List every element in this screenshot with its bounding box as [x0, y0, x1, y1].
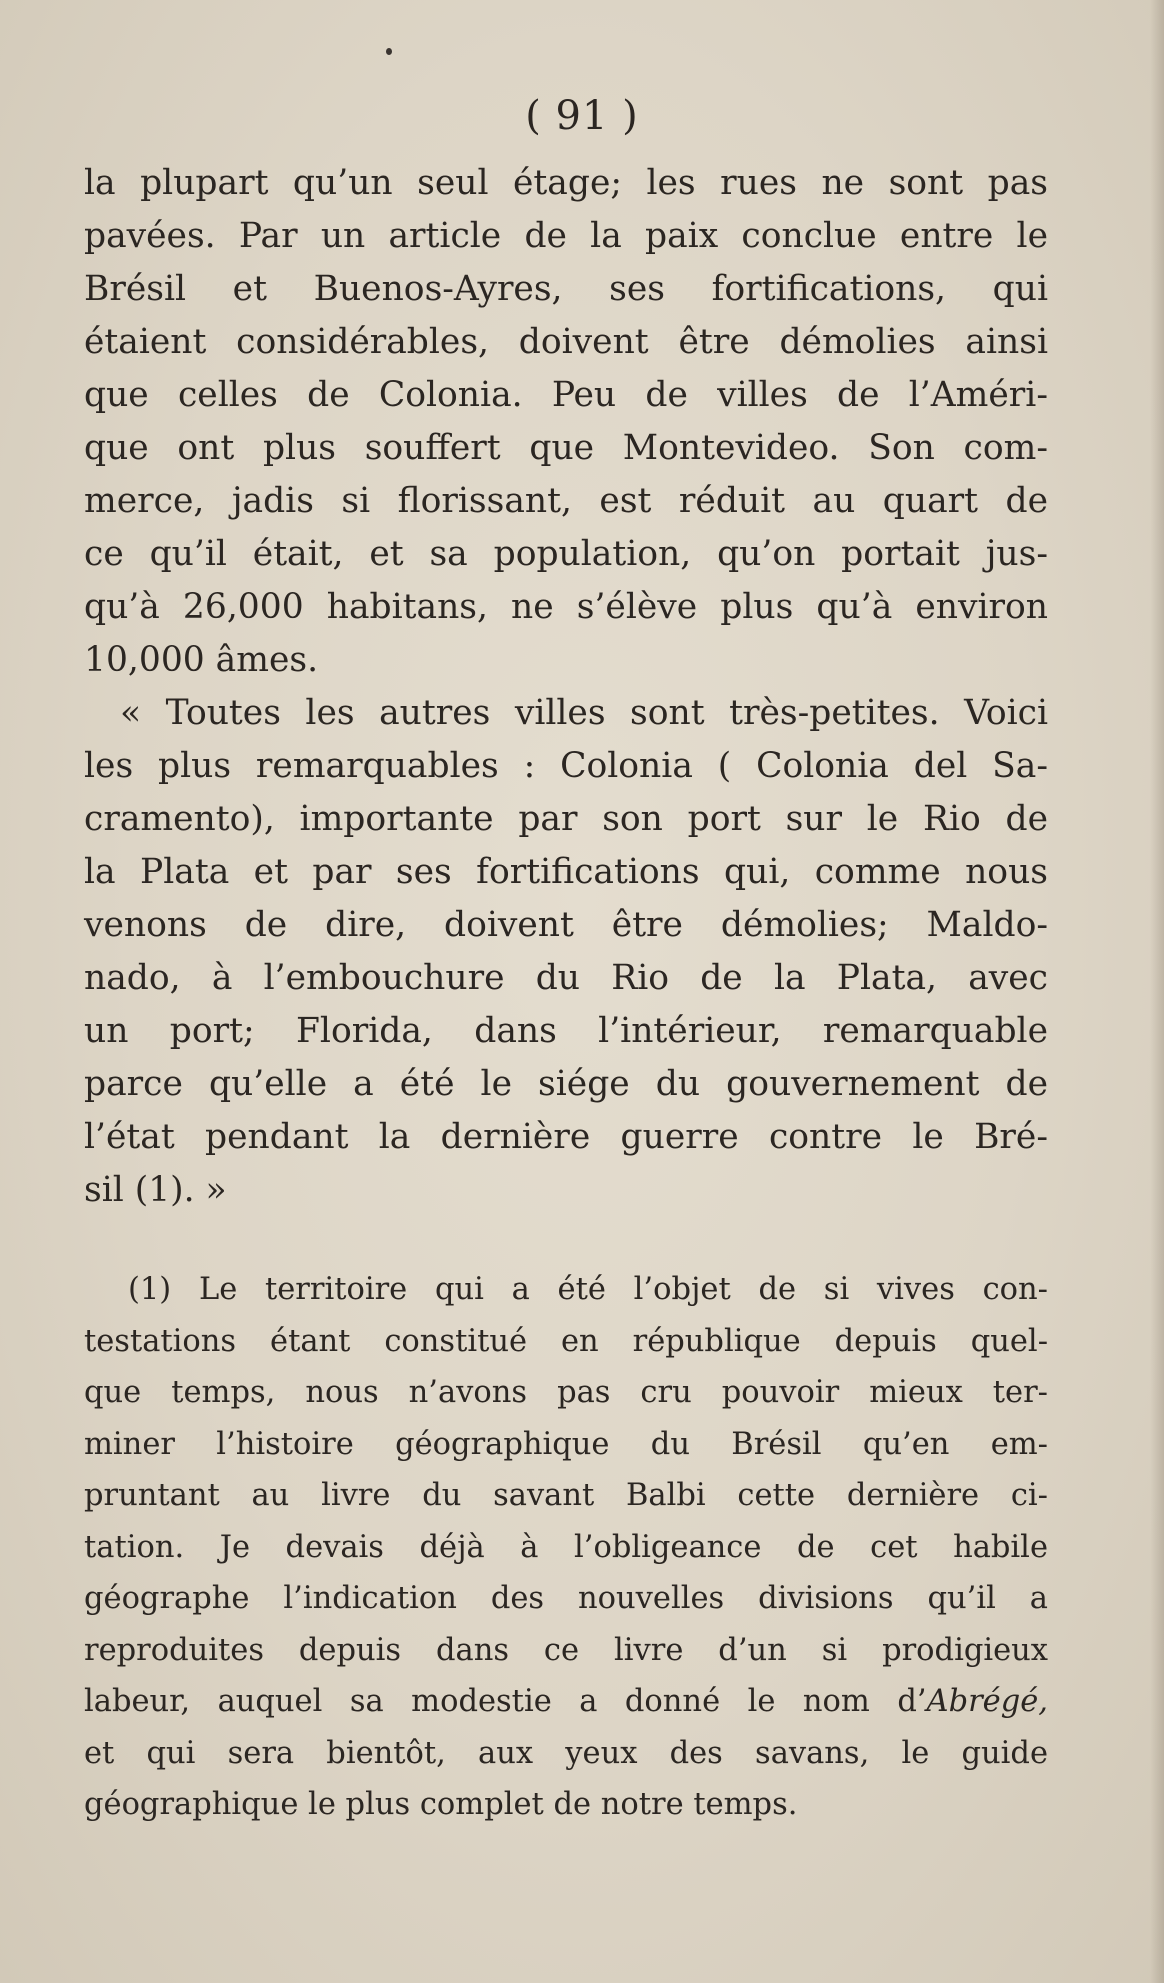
footnote-line: reproduites depuis dans ce livre d’un si prodigieux: [84, 1632, 1048, 1668]
footnote-line: miner l’histoire géographique du Brésil qu’en em-: [84, 1426, 1048, 1462]
ink-speck: [386, 48, 392, 55]
text-line: « Toutes les autres villes sont très-petites. Voici: [120, 693, 1048, 733]
footnote-line: géographe l’indication des nouvelles divisions qu’il a: [84, 1581, 1048, 1616]
text-line: la plupart qu’un seul étage; les rues ne sont pas: [84, 163, 1048, 203]
footnote-line-text: labeur, auquel sa modestie a donné le nom d’: [84, 1684, 927, 1719]
italic-title: Abrégé,: [926, 1684, 1048, 1719]
page-number: ( 91 ): [525, 93, 639, 139]
text-line: merce, jadis si florissant, est réduit au quart de: [84, 481, 1048, 521]
footnote-line: tation. Je devais déjà à l’obligeance de cet habile: [84, 1529, 1048, 1565]
footnote-line: géographique le plus complet de notre temps.: [84, 1787, 798, 1822]
text-line: un port; Florida, dans l’intérieur, remarquable: [84, 1011, 1048, 1051]
text-line: l’état pendant la dernière guerre contre le Bré-: [84, 1117, 1048, 1157]
text-line: nado, à l’embouchure du Rio de la Plata, avec: [84, 958, 1048, 998]
text-line: qu’à 26,000 habitans, ne s’élève plus qu’à environ: [84, 587, 1048, 627]
text-line: ce qu’il était, et sa population, qu’on portait jus-: [84, 534, 1048, 574]
footnote-line: (1) Le territoire qui a été l’objet de si vives con-: [128, 1272, 1048, 1307]
text-line: sil (1). »: [84, 1170, 227, 1210]
text-line: 10,000 âmes.: [84, 640, 319, 680]
footnote: [84, 1264, 1048, 1831]
text-line: les plus remarquables : Colonia ( Colonia del Sa-: [84, 746, 1048, 786]
footnote-line: testations étant constitué en république depuis quel-: [84, 1323, 1048, 1359]
footnote-line: que temps, nous n’avons pas cru pouvoir mieux ter-: [84, 1375, 1048, 1410]
main-text: [84, 157, 1048, 1217]
footnote-line: [84, 1676, 1048, 1728]
footnote-line: et qui sera bientôt, aux yeux des savans, le guide: [84, 1735, 1048, 1771]
footnote-line: pruntant au livre du savant Balbi cette dernière ci-: [84, 1478, 1048, 1513]
text-line: Brésil et Buenos-Ayres, ses fortifications, qui: [84, 269, 1048, 309]
text-line: la Plata et par ses fortifications qui, comme nous: [84, 852, 1048, 892]
page-edge-shadow: [1150, 0, 1164, 1983]
text-line: que celles de Colonia. Peu de villes de l’Améri-: [84, 375, 1048, 415]
text-line: que ont plus souffert que Montevideo. Son com-: [84, 428, 1048, 468]
text-line: cramento), importante par son port sur le Rio de: [84, 799, 1048, 839]
text-line: venons de dire, doivent être démolies; Maldo-: [84, 905, 1048, 945]
text-line: pavées. Par un article de la paix conclue entre le: [84, 216, 1048, 256]
text-line: étaient considérables, doivent être démolies ainsi: [84, 322, 1048, 362]
text-line: parce qu’elle a été le siége du gouvernement de: [84, 1064, 1048, 1104]
